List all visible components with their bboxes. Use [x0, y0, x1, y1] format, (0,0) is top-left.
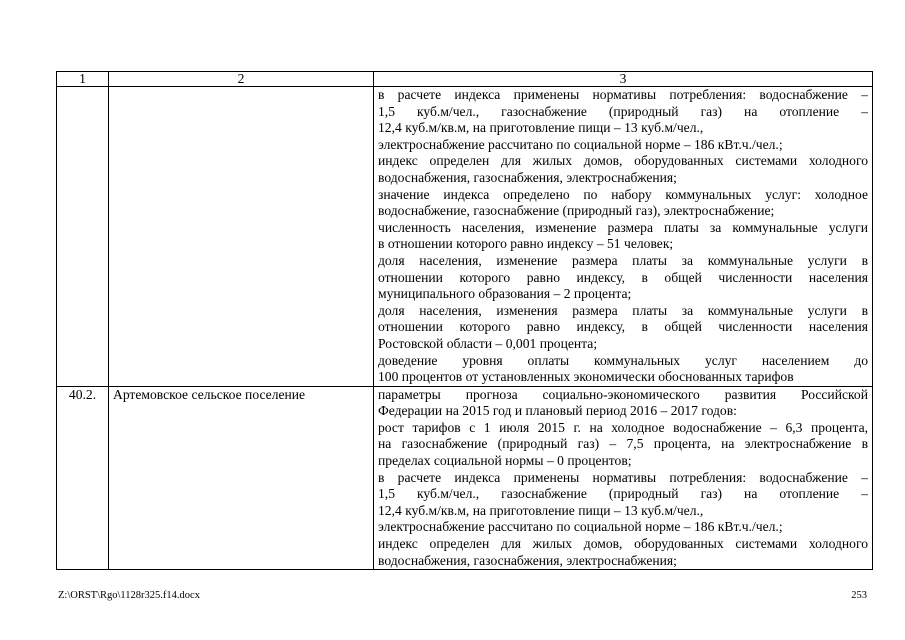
table-header-row [57, 72, 873, 87]
description-line: пределах социальной нормы – 0 процентов; [378, 453, 632, 469]
description-line: рост тарифов с 1 июля 2015 г. на холодное водоснабжение – 6,3 процента, [378, 419, 868, 435]
table-row [57, 386, 873, 570]
description-line: значение индекса определено по набору коммунальных услуг: холодное [378, 186, 868, 202]
description-line: муниципального образования – 2 процента; [378, 286, 632, 302]
description-line: доля населения, изменение размера платы за коммунальные услуги в [378, 252, 868, 268]
description-line: 1,5 куб.м/чел., газоснабжение (природный газ) на отопление – [378, 103, 868, 119]
description-line: водоснабжение, газоснабжение (природный газ), электроснабжение; [378, 203, 775, 219]
header-col-2: 2 [109, 72, 374, 87]
description-line: отношении которого равно индексу, в общей численности населения [378, 319, 868, 335]
description-line: отношении которого равно индексу, в общей численности населения [378, 269, 868, 285]
row-description [374, 87, 873, 387]
footer-page-number: 253 [851, 590, 867, 601]
description-line: на газоснабжение (природный газ) – 7,5 процента, на электроснабжение в [378, 436, 868, 452]
description-line: индекс определен для жилых домов, оборудованных системами холодного [378, 153, 868, 169]
description-line: 1,5 куб.м/чел., газоснабжение (природный газ) на отопление – [378, 486, 868, 502]
description-line: доведение уровня оплаты коммунальных услуг населением до [378, 352, 868, 368]
row-municipality [109, 87, 374, 387]
description-line: численность населения, изменение размера платы за коммунальные услуги [378, 219, 868, 235]
row-description [374, 386, 873, 570]
description-line: электроснабжение рассчитано по социальной норме – 186 кВт.ч./чел.; [378, 136, 783, 152]
description-line: 12,4 куб.м/кв.м, на приготовление пищи – 13 куб.м/чел., [378, 120, 704, 136]
row-municipality: Артемовское сельское поселение [109, 386, 374, 570]
row-number [57, 87, 109, 387]
description-line: доля населения, изменения размера платы за коммунальные услуги в [378, 302, 868, 318]
description-line: в отношении которого равно индексу – 51 человек; [378, 236, 674, 252]
description-line: Федерации на 2015 год и плановый период 2016 – 2017 годов: [378, 403, 737, 419]
header-col-3: 3 [374, 72, 873, 87]
description-line: 12,4 куб.м/кв.м, на приготовление пищи – 13 куб.м/чел., [378, 502, 704, 518]
description-line: в расчете индекса применены нормативы потребления: водоснабжение – [378, 469, 868, 485]
description-line: индекс определен для жилых домов, оборудованных системами холодного [378, 536, 868, 552]
description-line: электроснабжение рассчитано по социальной норме – 186 кВт.ч./чел.; [378, 519, 783, 535]
footer-file-path: Z:\ORST\Rgo\1128r325.f14.docx [58, 590, 200, 601]
table-row [57, 87, 873, 387]
row-number: 40.2. [57, 386, 109, 570]
document-table [56, 71, 873, 570]
description-line: в расчете индекса применены нормативы потребления: водоснабжение – [378, 87, 868, 102]
description-line: водоснабжения, газоснабжения, электроснабжения; [378, 169, 677, 185]
description-line: водоснабжения, газоснабжения, электроснабжения; [378, 552, 677, 568]
description-line: параметры прогноза социально-экономического развития Российской [378, 386, 868, 402]
description-line: Ростовской области – 0,001 процента; [378, 335, 598, 351]
header-col-1: 1 [57, 72, 109, 87]
description-line: 100 процентов от установленных экономически обоснованных тарифов [378, 369, 794, 385]
